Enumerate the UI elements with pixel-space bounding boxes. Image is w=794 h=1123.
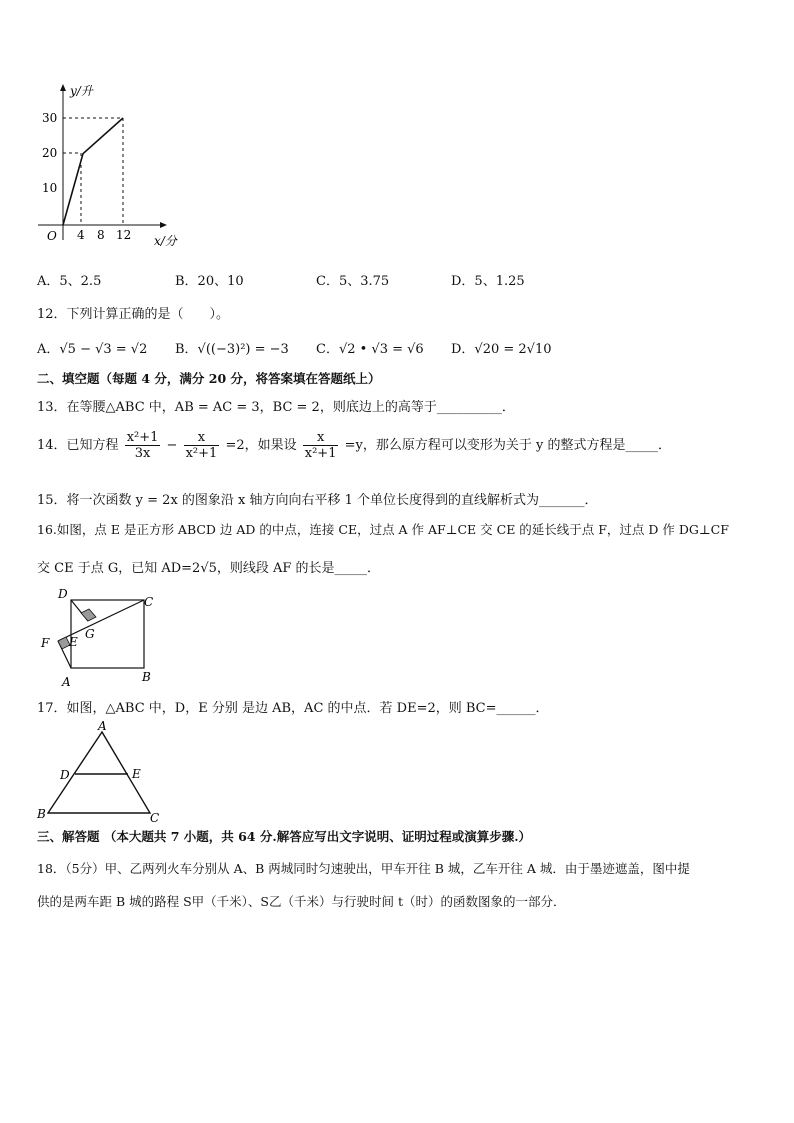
label-c: C [144, 595, 154, 609]
label-d: D [58, 587, 68, 601]
q12-option-b: B．√((−3)²) = −3 [175, 342, 289, 357]
y-tick-30: 30 [42, 111, 58, 125]
q16-line2: 交 CE 于点 G，已知 AD=2√5，则线段 AF 的长是_____． [37, 561, 381, 576]
x-tick-4: 4 [77, 228, 85, 242]
label-f: F [41, 636, 50, 650]
section3-heading: 三、解答题 （本大题共 7 小题，共 64 分.解答应写出文字说明、证明过程或演算步骤.） [37, 829, 532, 844]
graph-line [63, 118, 123, 225]
label-a: A [98, 719, 107, 733]
label-e: E [69, 635, 78, 649]
q16-figure [36, 585, 166, 690]
y-axis-arrow [60, 84, 66, 91]
q11-option-b: B．20、10 [175, 274, 244, 289]
x-axis-label: x/分 [154, 234, 177, 248]
origin-label: O [47, 229, 57, 243]
q17-text: 17．如图，△ABC 中，D，E 分别 是边 AB，AC 的中点．若 DE=2，则 BC=______． [37, 701, 549, 716]
q14-eq: =2，如果设 [225, 438, 297, 453]
x-tick-8: 8 [97, 228, 105, 242]
q14-fraction-3 [303, 430, 339, 461]
section2-heading: 二、填空题（每题 4 分，满分 20 分，将答案填在答题纸上） [37, 371, 381, 386]
label-e: E [132, 767, 141, 781]
y-tick-10: 10 [42, 181, 58, 195]
q12-option-a: A．√5 − √3 = √2 [37, 342, 148, 357]
q14-frac2-den: x²+1 [185, 446, 218, 461]
q11-option-c: C．5、3.75 [316, 274, 390, 289]
q17-figure [32, 718, 172, 826]
q18-line1: 18．（5分）甲、乙两列火车分别从 A、B 两城同时匀速驶出，甲车开往 B 城，乙车开往 A 城．由于墨迹遮盖，图中提 [37, 861, 690, 876]
q11-option-a: A．5、2.5 [37, 274, 102, 289]
x-axis-arrow [160, 222, 167, 228]
q12-option-d: D．√20 = 2√10 [451, 342, 552, 357]
q14-frac3-num: x [303, 430, 339, 446]
q14-frac1-den: 3x [134, 446, 151, 461]
label-a: A [62, 675, 71, 689]
q14-frac1-num: x²+1 [126, 430, 159, 445]
q13-text: 13．在等腰△ABC 中，AB = AC = 3，BC = 2，则底边上的高等于__________． [37, 400, 515, 415]
q14-prefix: 14．已知方程 [37, 438, 119, 453]
q12-stem: 12．下列计算正确的是（ ）。 [37, 307, 230, 322]
q12-option-c: C．√2 • √3 = √6 [316, 342, 424, 357]
q14-frac3-den: x²+1 [304, 446, 337, 461]
q16-line1: 16.如图，点 E 是正方形 ABCD 边 AD 的中点，连接 CE，过点 A 作 AF⊥CE 交 CE 的延长线于点 F，过点 D 作 DG⊥CF [37, 522, 729, 537]
q11-option-d: D．5、1.25 [451, 274, 525, 289]
q14-frac2-num: x [184, 430, 220, 446]
q14-fraction-2 [184, 430, 220, 461]
label-b: B [37, 807, 46, 821]
q18-line2: 供的是两车距 B 城的路程 S甲（千米）、S乙（千米）与行驶时间 t（时）的函数图象的一部分． [37, 894, 566, 909]
q14-text [37, 430, 671, 461]
q15-text: 15．将一次函数 y = 2x 的图象沿 x 轴方向向右平移 1 个单位长度得到的直线解析式为_______． [37, 493, 598, 508]
q11-graph [30, 80, 200, 255]
x-tick-12: 12 [116, 228, 132, 242]
y-axis-label: y/升 [70, 84, 93, 98]
label-g: G [85, 627, 95, 641]
label-b: B [142, 670, 151, 684]
q14-suffix: =y，那么原方程可以变形为关于 y 的整式方程是_____． [344, 438, 671, 453]
label-c: C [150, 811, 160, 825]
y-tick-20: 20 [42, 146, 58, 160]
square-abcd [71, 600, 144, 668]
q14-fraction-1 [125, 430, 161, 461]
right-angle-g [81, 609, 96, 621]
label-d: D [60, 768, 70, 782]
q14-minus: − [166, 438, 178, 453]
